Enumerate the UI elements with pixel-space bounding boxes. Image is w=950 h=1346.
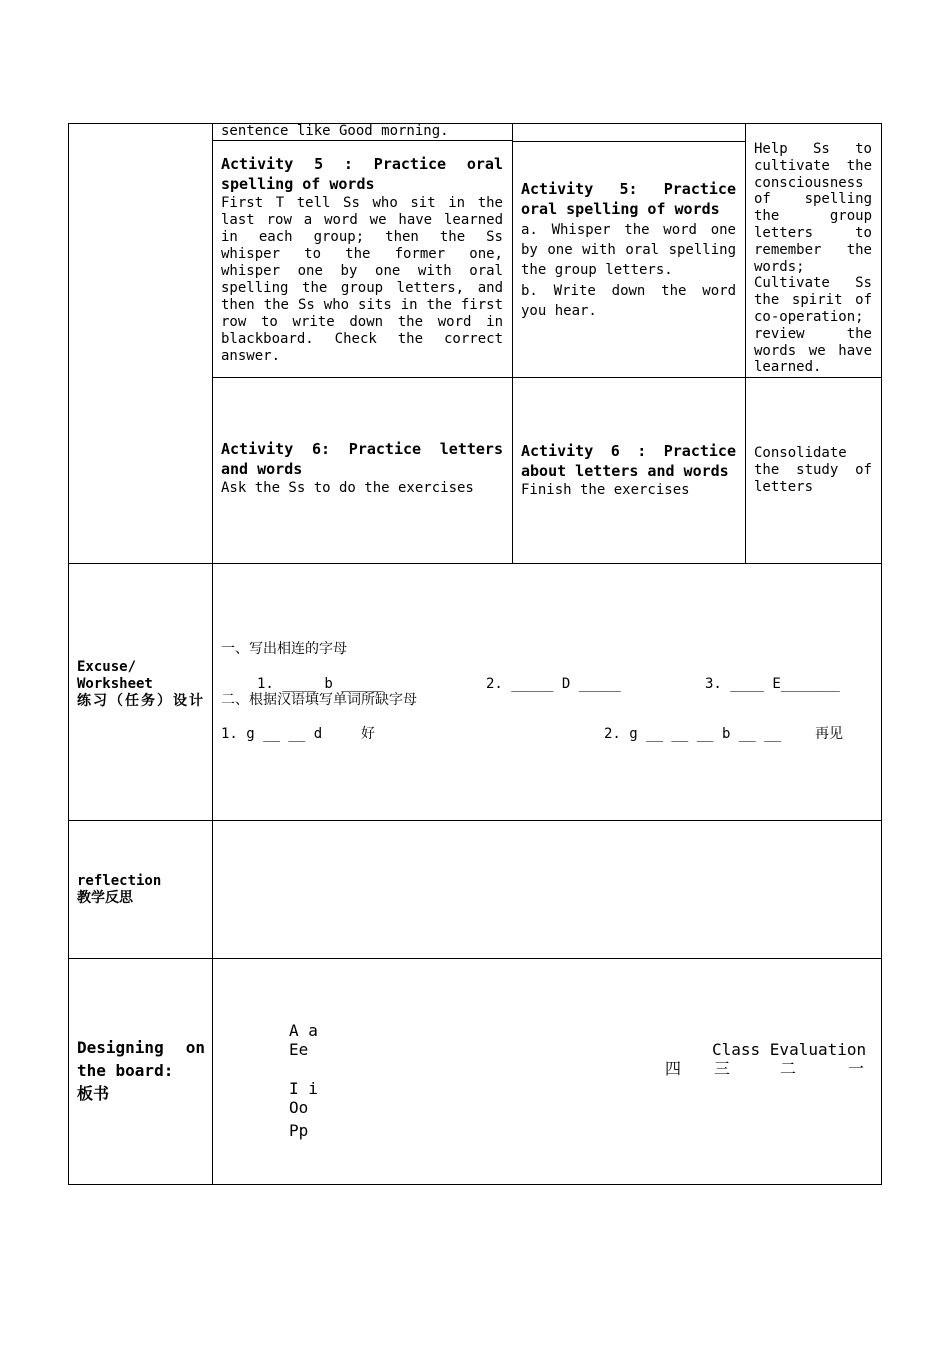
board-letter: Oo <box>289 1098 309 1117</box>
activity5-teacher-body: First T tell Ss who sit in the last row a word we have learned in each group; then the Ss whisper to the former one, whisper one by one with oral spelling the group letters, and then the Ss who sits in the first row to write down the word in blackboard. Check the correct answer. <box>221 195 503 364</box>
board-letter: Ee <box>289 1040 309 1059</box>
activity6-student-title: Activity 6 : Practice about letters and words <box>521 442 736 480</box>
col-divider-2 <box>512 123 513 564</box>
board-label-line1: Designing on <box>77 1038 205 1057</box>
worksheet-q1-2: 2. _____ D _____ <box>486 676 621 692</box>
activity5-student-title: Activity 5: Practice oral spelling of words <box>521 180 736 218</box>
evaluation-column: 三 <box>714 1059 731 1078</box>
worksheet-q1-3: 3. ____ E_______ <box>705 676 840 692</box>
col-divider-1 <box>212 123 213 1185</box>
activity5-purpose: Help Ss to cultivate the consciousness of spelling the group letters to remember the words; Cultivate Ss the spirit of co-operation; review the words we have learned. <box>754 141 872 376</box>
table-left-border <box>68 123 69 1185</box>
evaluation-column: 四 <box>665 1059 682 1078</box>
activity6-teacher-body: Ask the Ss to do the exercises <box>221 480 474 496</box>
row-divider-4 <box>68 820 882 821</box>
reflection-label-en: reflection <box>77 873 162 889</box>
evaluation-column: 二 <box>780 1059 797 1078</box>
row-divider-1 <box>212 140 512 141</box>
row-divider-1b <box>512 141 745 142</box>
row-divider-5 <box>68 958 882 959</box>
worksheet-q2-1-hint: 好 <box>361 726 375 742</box>
table-top-border <box>68 123 882 124</box>
worksheet-q2-2: 2. g __ __ __ b __ __ <box>604 726 782 742</box>
activity6-teacher-title: Activity 6: Practice letters and words <box>221 440 503 478</box>
board-label-line2: the board: <box>77 1061 174 1080</box>
evaluation-column: 一 <box>848 1059 865 1078</box>
worksheet-section1-title: 一、写出相连的字母 <box>221 641 347 657</box>
table-bottom-border <box>68 1184 882 1185</box>
activity5-teacher-title: Activity 5 : Practice oral spelling of words <box>221 155 503 193</box>
worksheet-label-cn: 练习（任务）设计 <box>77 693 205 709</box>
board-label <box>77 1036 205 1105</box>
table-right-border <box>881 123 882 1185</box>
reflection-label <box>77 873 161 907</box>
row-divider-3 <box>68 563 882 564</box>
previous-row-text: sentence like Good morning. <box>221 123 449 139</box>
worksheet-section2-title: 二、根据汉语填写单词所缺字母 <box>221 692 417 708</box>
board-letter: A a <box>289 1021 318 1040</box>
worksheet-q1-1: 1. ____ b _____ <box>257 676 384 692</box>
col-divider-3 <box>745 123 746 564</box>
worksheet-q2-1: 1. g __ __ d <box>221 726 323 742</box>
activity6-purpose: Consolidate the study of letters <box>754 445 872 495</box>
board-letter: Pp <box>289 1121 309 1140</box>
worksheet-label-en: Excuse/ Worksheet <box>77 659 153 692</box>
activity5-student-a: a. Whisper the word one by one with oral spelling the group letters. <box>521 222 736 278</box>
reflection-label-cn: 教学反思 <box>77 890 133 906</box>
board-letter: I i <box>289 1079 318 1098</box>
activity6-student-body: Finish the exercises <box>521 482 690 498</box>
worksheet-q2-2-hint: 再见 <box>815 726 843 742</box>
board-label-cn: 板书 <box>77 1084 110 1103</box>
activity5-student-b: b. Write down the word you hear. <box>521 283 736 319</box>
class-evaluation-title: Class Evaluation <box>712 1040 867 1059</box>
row-divider-2 <box>212 377 882 378</box>
worksheet-label <box>77 659 207 710</box>
